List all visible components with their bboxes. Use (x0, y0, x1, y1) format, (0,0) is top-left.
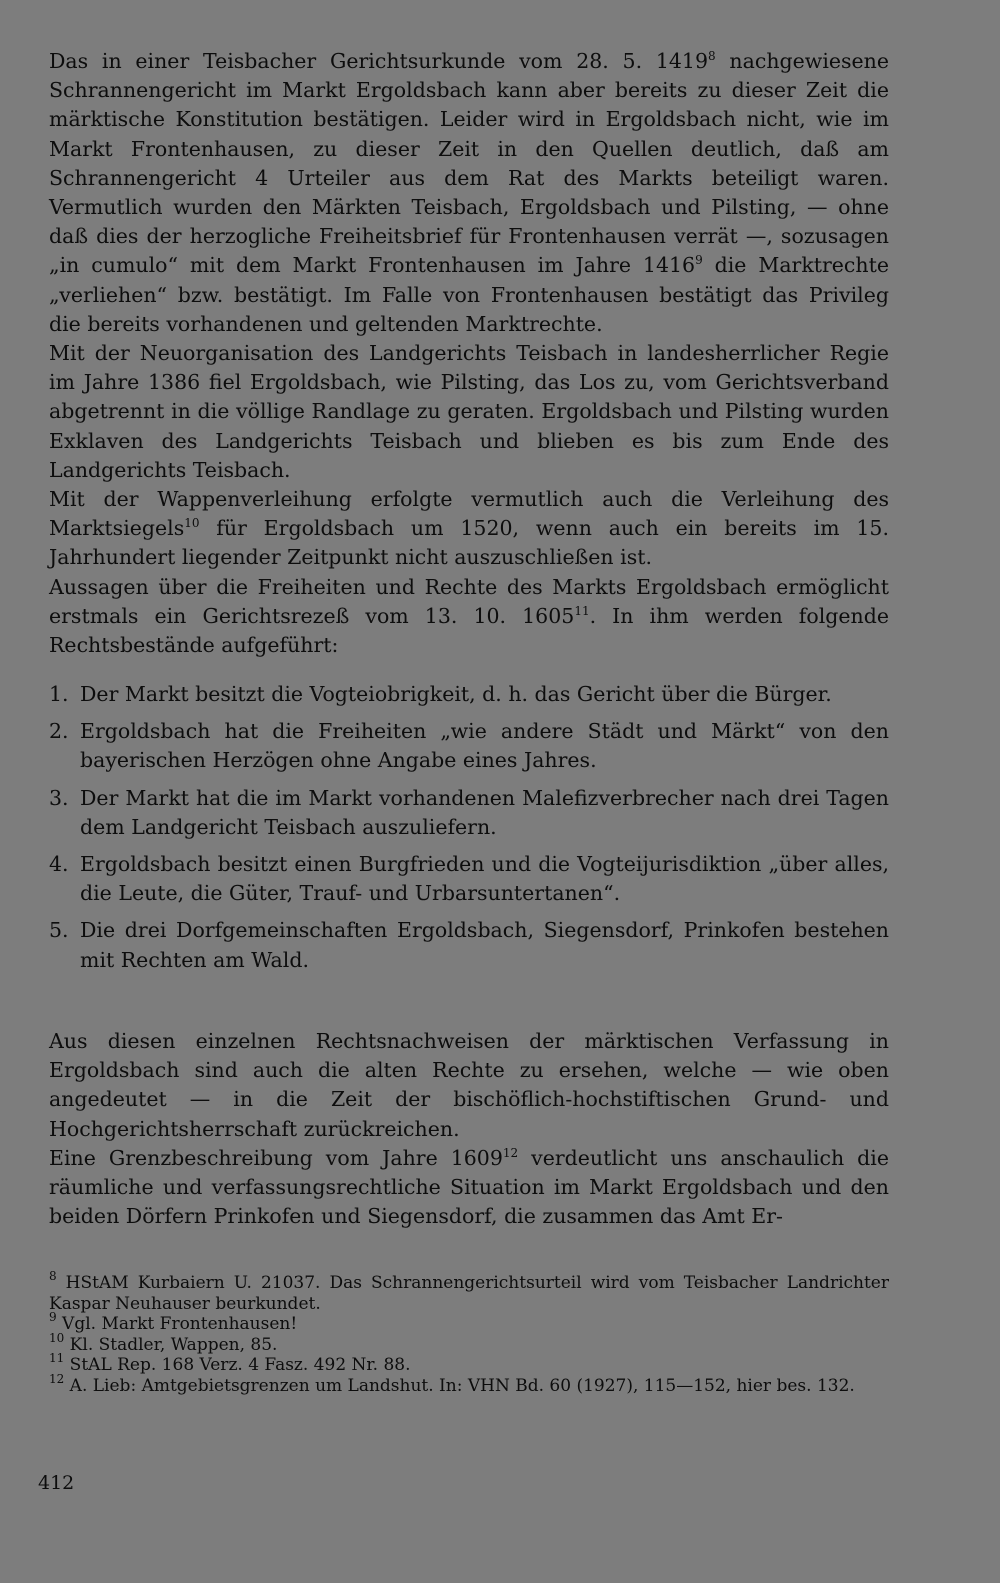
text-run: Das in einer Teisbacher Gerichtsurkunde vom 28. 5. 1419 (49, 49, 709, 73)
text-run: nachgewiesene Schrannengericht im Markt Ergoldsbach kann aber bereits zu dieser Zeit die märktische Konstitution bestätigen. Leider wird in Ergoldsbach nicht, wie im Markt Frontenhausen, zu dieser Zeit in den Quellen deutlich, daß am Schrannengericht 4 Urteiler aus dem Rat des Markts beteiligt waren. Vermutlich wurden den Märkten Teisbach, Ergoldsbach und Pilsting, — ohne daß dies der herzogliche Freiheitsbrief für Frontenhausen verrät —, sozusagen „in cumulo“ mit dem Markt Frontenhausen im Jahre 1416 (49, 49, 889, 278)
footnote-text: StAL Rep. 168 Verz. 4 Fasz. 492 Nr. 88. (64, 1355, 411, 1376)
list-text: Die drei Dorfgemeinschaften Ergoldsbach, Siegensdorf, Prinkofen bestehen mit Rechten am Wald. (80, 918, 889, 972)
footnote (49, 1269, 889, 1314)
footnote-text: Kl. Stadler, Wappen, 85. (64, 1334, 278, 1355)
page-number: 412 (38, 1472, 75, 1494)
footnote-text: Vgl. Markt Frontenhausen! (56, 1314, 298, 1335)
paragraph (49, 47, 889, 339)
footnotes (49, 1269, 889, 1397)
list-item (49, 717, 889, 775)
footnote-number: 9 (49, 1310, 57, 1325)
paragraph (49, 573, 889, 661)
text-run: Aussagen über die Freiheiten und Rechte des Markts Ergoldsbach ermöglicht erstmals ein Gerichtsrezeß vom 13. 10. 1605 (49, 574, 889, 628)
list-number: 1. (49, 682, 69, 706)
list-text: Der Markt hat die im Markt vorhandenen Malefizverbrecher nach drei Tagen dem Landgericht Teisbach auszuliefern. (80, 785, 889, 839)
text-run: Eine Grenzbeschreibung vom Jahre 1609 (49, 1145, 503, 1170)
paragraph (49, 339, 889, 485)
list-item (49, 784, 889, 842)
paragraph (49, 1144, 889, 1232)
footnote-ref: 8 (708, 49, 716, 63)
paragraph (49, 1027, 889, 1144)
footnote (49, 1330, 889, 1356)
list-text: Ergoldsbach hat die Freiheiten „wie andere Städt und Märkt“ von den bayerischen Herzögen ohne Angabe eines Jahres. (80, 719, 889, 773)
text-run: die Marktrechte „verliehen“ bzw. bestätigt. Im Falle von Frontenhausen bestätigt das Privileg die bereits vorhandenen und geltenden Marktrechte. (49, 253, 889, 336)
footnote-ref: 9 (695, 253, 703, 268)
list-number: 2. (49, 719, 69, 744)
footnote-number: 10 (49, 1330, 65, 1345)
list-text: Ergoldsbach besitzt einen Burgfrieden und die Vogteijurisdiktion „über alles, die Leute, die Güter, Trauf- und Urbarsuntertanen“. (80, 852, 889, 906)
text-run: . In ihm werden folgende Rechtsbestände aufgeführt: (49, 603, 889, 658)
footnote-ref: 10 (184, 516, 200, 531)
list-number: 5. (49, 918, 69, 943)
paragraph (49, 485, 889, 573)
footnote-number: 11 (49, 1351, 65, 1366)
list-number: 4. (49, 852, 69, 877)
footnote-ref: 12 (502, 1145, 519, 1160)
body-text-top (49, 47, 889, 660)
body-text-bottom (49, 1027, 889, 1231)
footnote-text: A. Lieb: Amtgebietsgrenzen um Landshut. In: VHN Bd. 60 (1927), 115—152, hier bes. 132. (64, 1375, 855, 1396)
text-run: Mit der Neuorganisation des Landgerichts Teisbach in landesherrlicher Regie im Jahre 1386 fiel Ergoldsbach, wie Pilsting, das Los zu, vom Gerichtsverband abgetrennt in die völlige Randlage zu geraten. Ergoldsbach und Pilsting wurden Exklaven des Landgerichts Teisbach und blieben es bis zum Ende des Landgerichts Teisbach. (49, 341, 889, 482)
rights-list (49, 680, 889, 983)
list-item (49, 850, 889, 908)
footnote (49, 1310, 889, 1335)
footnote-ref: 11 (574, 603, 590, 618)
text-run: Mit der Wappenverleihung erfolgte vermutlich auch die Verleihung des Marktsiegels (49, 487, 889, 541)
footnote-number: 8 (49, 1269, 57, 1283)
list-item (49, 916, 889, 974)
text-run: Aus diesen einzelnen Rechtsnachweisen der märktischen Verfassung in Ergoldsbach sind auch die alten Rechte zu ersehen, welche — wie oben angedeutet — in die Zeit der bischöflich-hochstiftischen Grund- und Hochgerichtsherrschaft zurückreichen. (49, 1029, 889, 1141)
footnote (49, 1351, 889, 1376)
text-run: verdeutlicht uns anschaulich die räumliche und verfassungsrechtliche Situation im Markt Ergoldsbach und den beiden Dörfern Prinkofen und Siegensdorf, die zusammen das Amt Er- (49, 1145, 889, 1229)
list-item (49, 680, 889, 709)
footnote-number: 12 (49, 1371, 65, 1386)
text-run: für Ergoldsbach um 1520, wenn auch ein bereits im 15. Jahrhundert liegender Zeitpunkt nicht auszuschließen ist. (49, 516, 889, 570)
footnote (49, 1371, 889, 1397)
list-number: 3. (49, 785, 69, 810)
list-text: Der Markt besitzt die Vogteiobrigkeit, d. h. das Gericht über die Bürger. (80, 682, 832, 706)
footnote-text: HStAM Kurbaiern U. 21037. Das Schrannengerichtsurteil wird vom Teisbacher Landrichter Kaspar Neuhauser beurkundet. (49, 1273, 889, 1314)
